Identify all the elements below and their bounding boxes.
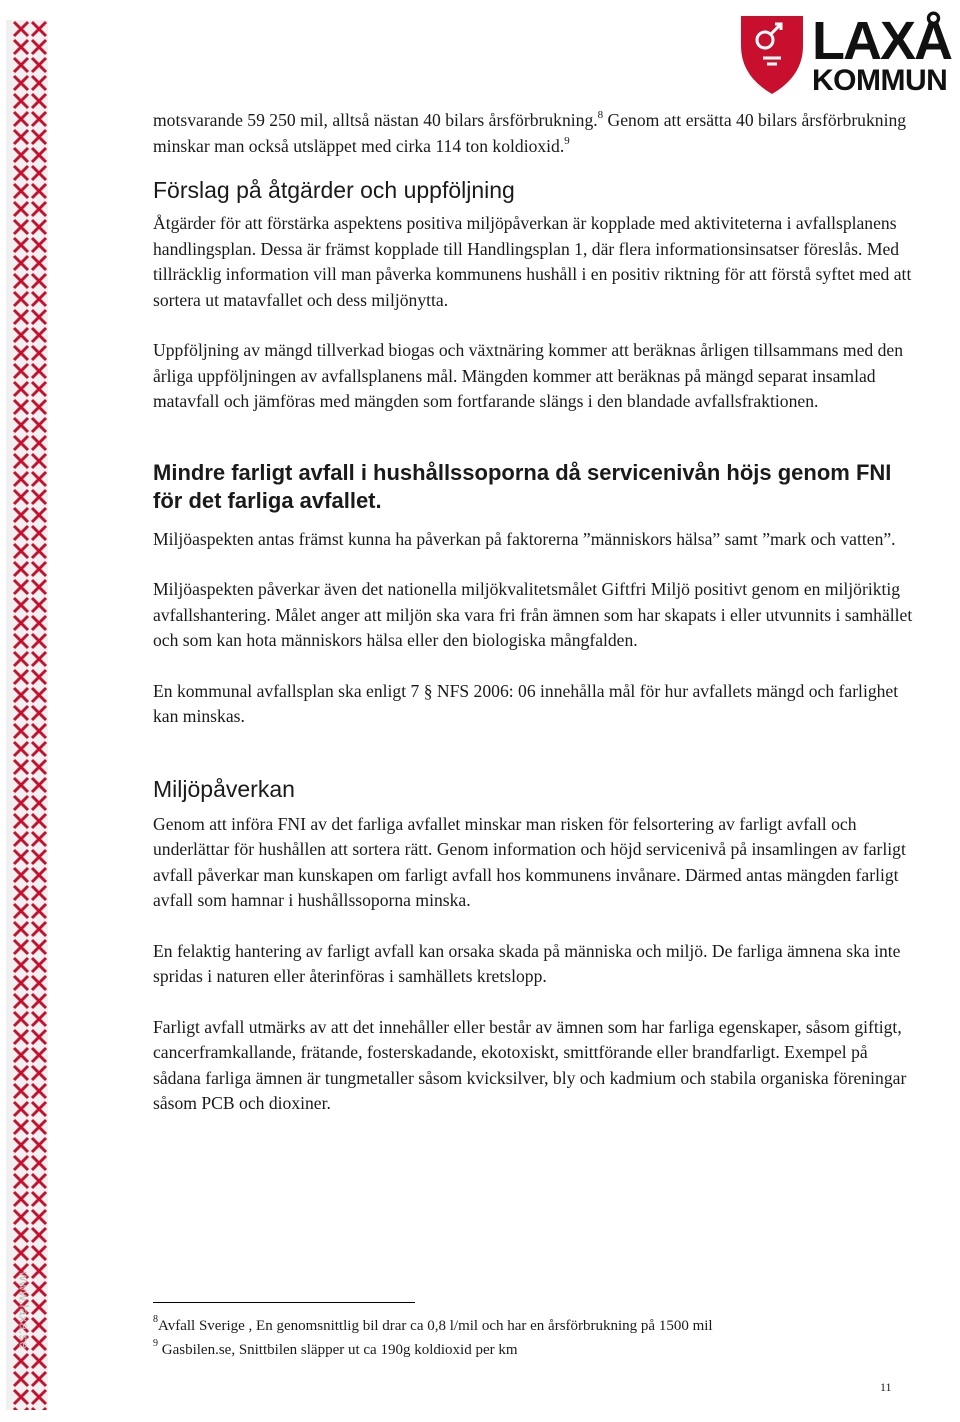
intro-paragraph: motsvarande 59 250 mil, alltså nästan 40 bilars årsförbrukning.$^8$ Genom att ersätta 40 bilars årsförbrukning minskar man också utsläppet med cirka 114 ton koldioxid.$^9$ bbox=[153, 109, 907, 156]
decorative-border-pattern bbox=[12, 20, 48, 1410]
heading-mindre-farligt-avfall: Mindre farligt avfall i hushållssoporna då servicenivån höjs genom FNI för det farliga avfallet. bbox=[153, 459, 892, 513]
logo-name: LAXÅ bbox=[812, 11, 951, 71]
paragraph-farligt-avfall: Farligt avfall utmärks av att det innehåller eller består av ämnen som har farliga egenskaper, såsom giftigt, cancerframkallande, frätande, fosterskadande, ekotoxiskt, smittförande eller brandfarligt. Exempel på sådana farliga ämnen är tungmetaller såsom kvicksilver, bly och kadmium och stabila organiska föreningar såsom PCB och dioxiner. bbox=[153, 1016, 907, 1113]
heading-miljopaverkan: Miljöpåverkan bbox=[153, 775, 295, 802]
paragraph-miljoaspekten-2: Miljöaspekten påverkar även det nationella miljökvalitetsmålet Giftfri Miljö positivt genom en miljöriktig avfallshantering. Målet anger att miljön ska vara fri från ämnen som har skapats i eller utvunnits i samhället och som kan hota människors hälsa eller den biologiska mångfalden. bbox=[153, 579, 913, 650]
heading-forslag: Förslag på åtgärder och uppföljning bbox=[153, 177, 515, 203]
paragraph-miljoaspekten-1: Miljöaspekten antas främst kunna ha påverkan på faktorerna ”människors hälsa” samt ”mark och vatten”. bbox=[153, 528, 896, 549]
paragraph-felaktig-hantering: En felaktig hantering av farligt avfall kan orsaka skada på människa och miljö. De farliga ämnena ska inte spridas i naturen eller återinföras i samhällets kretslopp. bbox=[153, 940, 901, 986]
logo-wordmark bbox=[812, 11, 951, 97]
footnote-8: $^8$Avfall Sverige , En genomsnittlig bil drar ca 0,8 l/mil och har en årsförbrukning på 1500 mil bbox=[153, 1314, 713, 1334]
paragraph-atgarder: Åtgärder för att förstärka aspektens positiva miljöpåverkan är kopplade med aktiviteterna i avfallsplanens handlingsplan. Dessa är främst kopplade till Handlingsplan 1, där flera informationsinsatser föreslås. Med tillräcklig information vill man påverka kommunens hushåll i en positiv riktning för att förstå syftet med att sortera ut matavfallet och dess miljönytta. bbox=[153, 213, 912, 310]
document-body bbox=[153, 108, 913, 1117]
footnote-9: $^9$ Gasbilen.se, Snittbilen släpper ut ca 190g koldioxid per km bbox=[153, 1338, 518, 1358]
footnotes bbox=[153, 1314, 913, 1362]
paragraph-uppfoljning: Uppföljning av mängd tillverkad biogas och växtnäring kommer att beräknas årligen tillsammans med den årliga uppföljningen av avfallsplanens mål. Mängden kommer att beräknas på mängd separat insamlad matavfall och jämföras med mängden som fortfarande slängs i den blandade avfallsfraktionen. bbox=[153, 340, 903, 411]
footnote-ref-9[interactable]: 9 bbox=[564, 134, 570, 147]
paragraph-avfallsplan: En kommunal avfallsplan ska enligt 7 § NFS 2006: 06 innehålla mål för hur avfallets mängd och farlighet kan minskas. bbox=[153, 680, 899, 726]
page-number: 11 bbox=[880, 1380, 892, 1394]
footnote-ref-8[interactable]: 8 bbox=[597, 109, 604, 122]
footnote-divider bbox=[153, 1302, 415, 1303]
logo-subtitle: KOMMUN bbox=[812, 64, 948, 97]
paragraph-fni: Genom att införa FNI av det farliga avfallet minskar man risken för felsortering av farligt avfall och underlättar för hushållen att sortera rätt. Genom information och höjd servicenivå på insamlingen av farligt avfall påverkar man kunskapen om farligt avfall hos kommunens invånare. Därmed antas mängden farligt avfall som hamnar i hushållssoporna minska. bbox=[153, 813, 906, 910]
website-url: www.laxa.se bbox=[16, 1271, 32, 1349]
